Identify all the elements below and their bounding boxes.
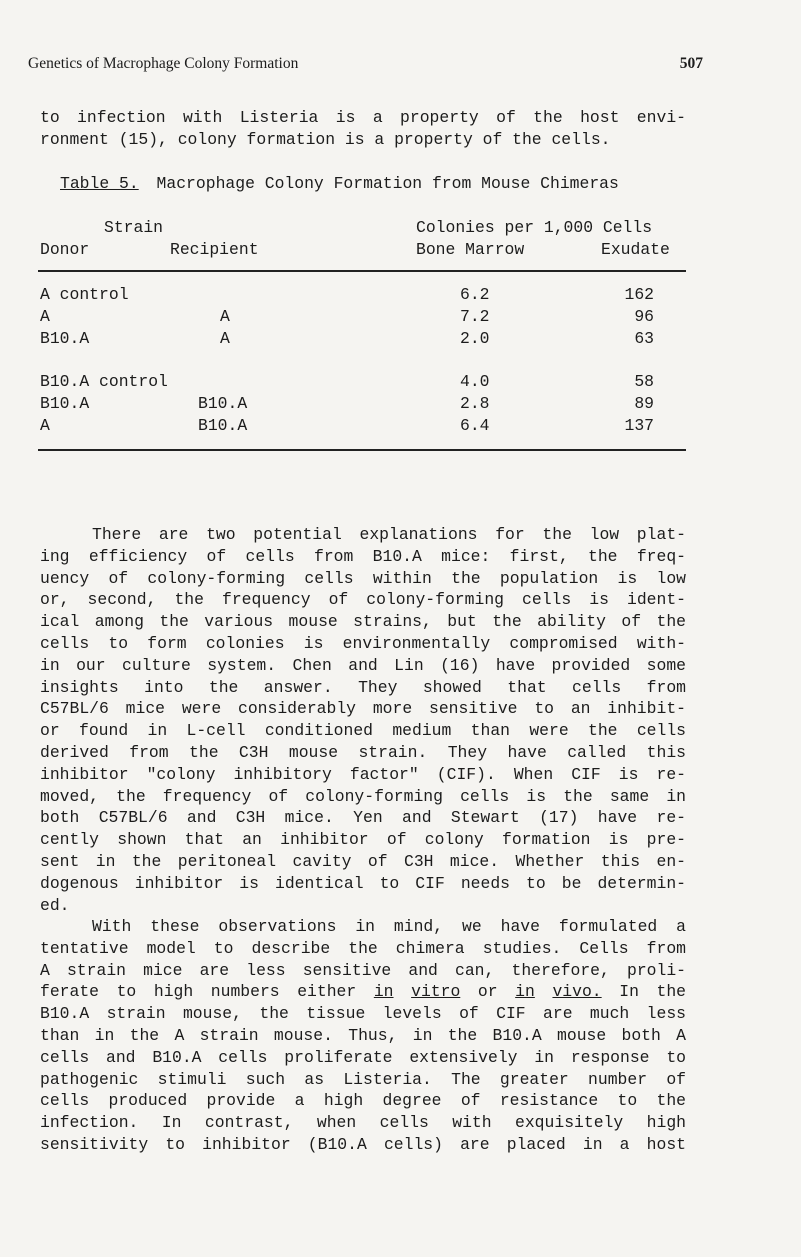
- text-line: tentative model to describe the chimera studies. Cells from: [40, 938, 686, 958]
- body-paragraph-1: [40, 524, 686, 916]
- text-segment: ferate to high numbers either: [40, 982, 357, 1002]
- text-line: both C57BL/6 and C3H mice. Yen and Stewart (17) have re-: [40, 808, 686, 828]
- cell-donor: A: [40, 307, 50, 326]
- table-label: Table 5.: [60, 174, 139, 193]
- text-line: than in the A strain mouse. Thus, in the B10.A mouse both A: [40, 1025, 686, 1045]
- running-head: [28, 55, 703, 73]
- cell-exudate: 96: [634, 307, 654, 326]
- text-line: cells produced provide a high degree of resistance to the: [40, 1091, 686, 1111]
- text-line: There are two potential explanations for the low plat-: [92, 525, 686, 544]
- text-line: cells and B10.A cells proliferate extensively in response to: [40, 1047, 686, 1067]
- text-line: derived from the C3H mouse strain. They have called this: [40, 742, 686, 762]
- cell-bone-marrow: 7.2: [460, 307, 490, 326]
- cell-bone-marrow: 6.2: [460, 285, 490, 304]
- cell-bone-marrow: 6.4: [460, 416, 490, 435]
- text-line: uency of colony-forming cells within the population is low: [40, 568, 686, 588]
- text-segment: or: [477, 982, 498, 1002]
- text-segment: In the: [619, 982, 686, 1002]
- body-paragraph-2: [40, 916, 686, 1156]
- cell-bone-marrow: 2.0: [460, 329, 490, 348]
- cell-exudate: 89: [634, 394, 654, 413]
- table-title: Macrophage Colony Formation from Mouse Chimeras: [156, 174, 619, 193]
- text-line: inhibitor "colony inhibitory factor" (CIF). When CIF is re-: [40, 764, 686, 784]
- text-line: infection. In contrast, when cells with exquisitely high: [40, 1113, 686, 1133]
- header-donor: Donor: [40, 240, 90, 259]
- cell-donor: A control: [40, 285, 129, 304]
- running-title: Genetics of Macrophage Colony Formation: [28, 55, 299, 72]
- page-number: 507: [679, 55, 703, 72]
- text-line: pathogenic stimuli such as Listeria. The greater number of: [40, 1069, 686, 1089]
- text-line-with-emphasis: [40, 981, 686, 1003]
- text-line: With these observations in mind, we have formulated a: [92, 917, 686, 936]
- cell-donor: B10.A control: [40, 372, 168, 391]
- cell-bone-marrow: 2.8: [460, 394, 490, 413]
- emphasis-in: in: [373, 982, 394, 1002]
- text-line: sent in the peritoneal cavity of C3H mice. Whether this en-: [40, 851, 686, 871]
- text-line: moved, the frequency of colony-forming cells is the same in: [40, 786, 686, 806]
- header-bone-marrow: Bone Marrow: [416, 240, 525, 259]
- text-line: in our culture system. Chen and Lin (16) have provided some: [40, 655, 686, 675]
- text-line: cells to form colonies is environmentally compromised with-: [40, 633, 686, 653]
- header-strain: Strain: [104, 218, 164, 237]
- text-line: insights into the answer. They showed that cells from: [40, 677, 686, 697]
- header-colonies: Colonies per 1,000 Cells: [416, 218, 653, 237]
- text-line: ing efficiency of cells from B10.A mice: first, the freq-: [40, 546, 686, 566]
- text-line: ronment (15), colony formation is a property of the cells.: [40, 129, 611, 149]
- cell-exudate: 137: [624, 416, 654, 435]
- text-line: A strain mice are less sensitive and can, therefore, proli-: [40, 960, 686, 980]
- text-line: sensitivity to inhibitor (B10.A cells) are placed in a host: [40, 1134, 686, 1154]
- table-top-rule: [38, 270, 686, 272]
- text-line: cently shown that an inhibitor of colony formation is pre-: [40, 830, 686, 850]
- emphasis-vitro: vitro: [411, 982, 461, 1002]
- cell-recipient: B10.A: [198, 394, 248, 413]
- text-line: to infection with Listeria is a property of the host envi-: [40, 108, 686, 127]
- text-line: dogenous inhibitor is identical to CIF needs to be determin-: [40, 873, 686, 893]
- emphasis-vivo: vivo.: [552, 982, 602, 1002]
- text-line: or, second, the frequency of colony-forming cells is ident-: [40, 590, 686, 610]
- text-line: or found in L-cell conditioned medium than were the cells: [40, 721, 686, 741]
- text-line: B10.A strain mouse, the tissue levels of CIF are much less: [40, 1004, 686, 1024]
- text-line: ed.: [40, 895, 70, 915]
- emphasis-in: in: [515, 982, 535, 1002]
- text-line: ical among the various mouse strains, but the ability of the: [40, 612, 686, 632]
- header-exudate: Exudate: [601, 240, 670, 259]
- text-line: C57BL/6 mice were considerably more sensitive to an inhibit-: [40, 699, 686, 719]
- intro-paragraph: [40, 107, 686, 151]
- cell-recipient: A: [220, 329, 230, 348]
- cell-recipient: A: [220, 307, 230, 326]
- table-bottom-rule: [38, 449, 686, 451]
- header-recipient: Recipient: [170, 240, 259, 259]
- cell-donor: B10.A: [40, 394, 90, 413]
- cell-recipient: B10.A: [198, 416, 248, 435]
- cell-bone-marrow: 4.0: [460, 372, 490, 391]
- cell-exudate: 162: [624, 285, 654, 304]
- cell-exudate: 63: [634, 329, 654, 348]
- cell-donor: B10.A: [40, 329, 90, 348]
- cell-donor: A: [40, 416, 50, 435]
- table-caption: [60, 173, 619, 195]
- cell-exudate: 58: [634, 372, 654, 391]
